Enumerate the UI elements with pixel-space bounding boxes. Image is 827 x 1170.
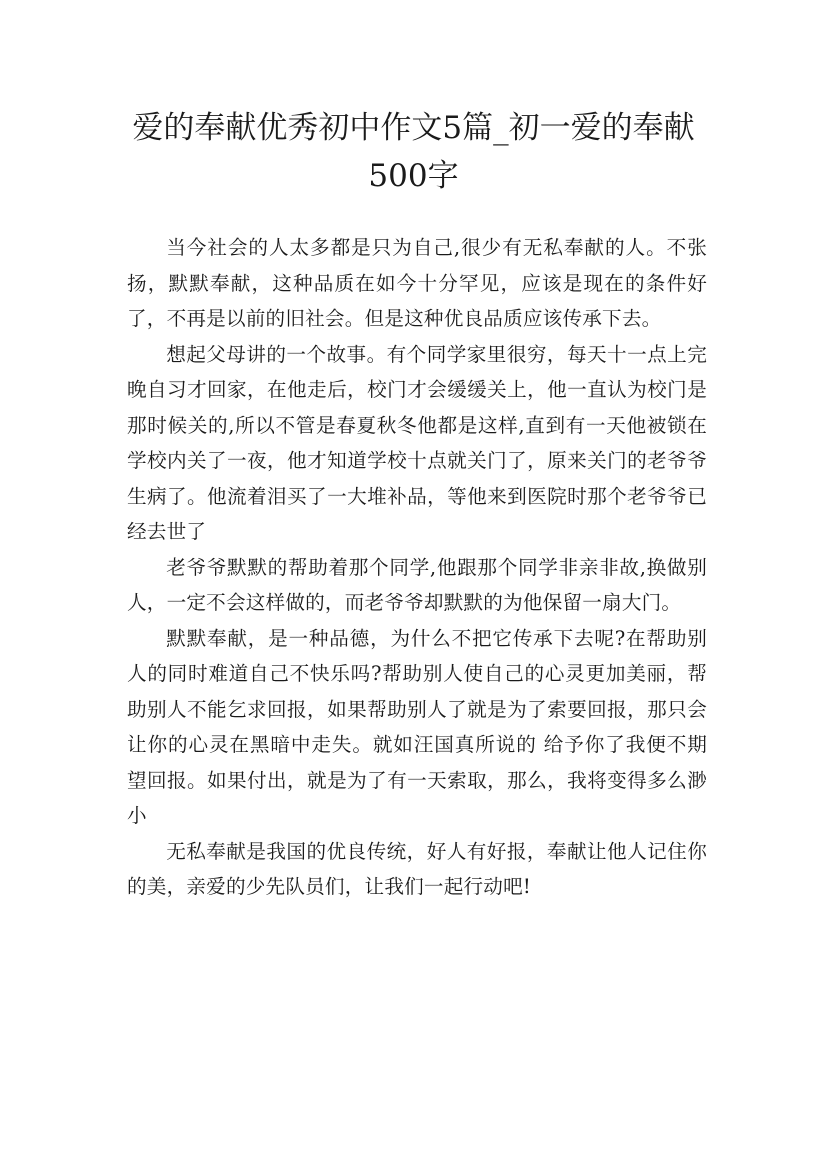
paragraph-2: 想起父母讲的一个故事。有个同学家里很穷，每天十一点上完晚自习才回家，在他走后，校门才会缓缓关上，他一直认为校门是那时候关的,所以不管是春夏秋冬他都是这样,直到有一天他被锁在学校内关了一夜，他才知道学校十点就关门了，原来关门的老爷爷生病了。他流着泪买了一大堆补品，等他来到医院时那个老爷爷已经去世了 [127,342,707,543]
document-title [110,104,717,200]
paragraph-1: 当今社会的人太多都是只为自己,很少有无私奉献的人。不张扬，默默奉献，这种品质在如今十分罕见，应该是现在的条件好了，不再是以前的旧社会。但是这种优良品质应该传承下去。 [127,236,707,330]
document-body [127,230,707,905]
paragraph-5: 无私奉献是我国的优良传统，好人有好报，奉献让他人记住你的美，亲爱的少先队员们，让我们一起行动吧! [127,839,707,898]
paragraph-4: 默默奉献，是一种品德，为什么不把它传承下去呢?在帮助别人的同时难道自己不快乐吗?帮助别人使自己的心灵更加美丽，帮助别人不能乞求回报，如果帮助别人了就是为了索要回报，那只会让你的心灵在黑暗中走失。就如汪国真所说的 给予你了我便不期望回报。如果付出，就是为了有一天索取，那么，我将变得多么渺小 [127,626,707,827]
title-line-2: 500字 [368,158,459,194]
title-line-1: 爱的奉献优秀初中作文5篇_初一爱的奉献 [132,110,695,146]
paragraph-3: 老爷爷默默的帮助着那个同学,他跟那个同学非亲非故,换做别人，一定不会这样做的，而老爷爷却默默的为他保留一扇大门。 [127,555,707,614]
